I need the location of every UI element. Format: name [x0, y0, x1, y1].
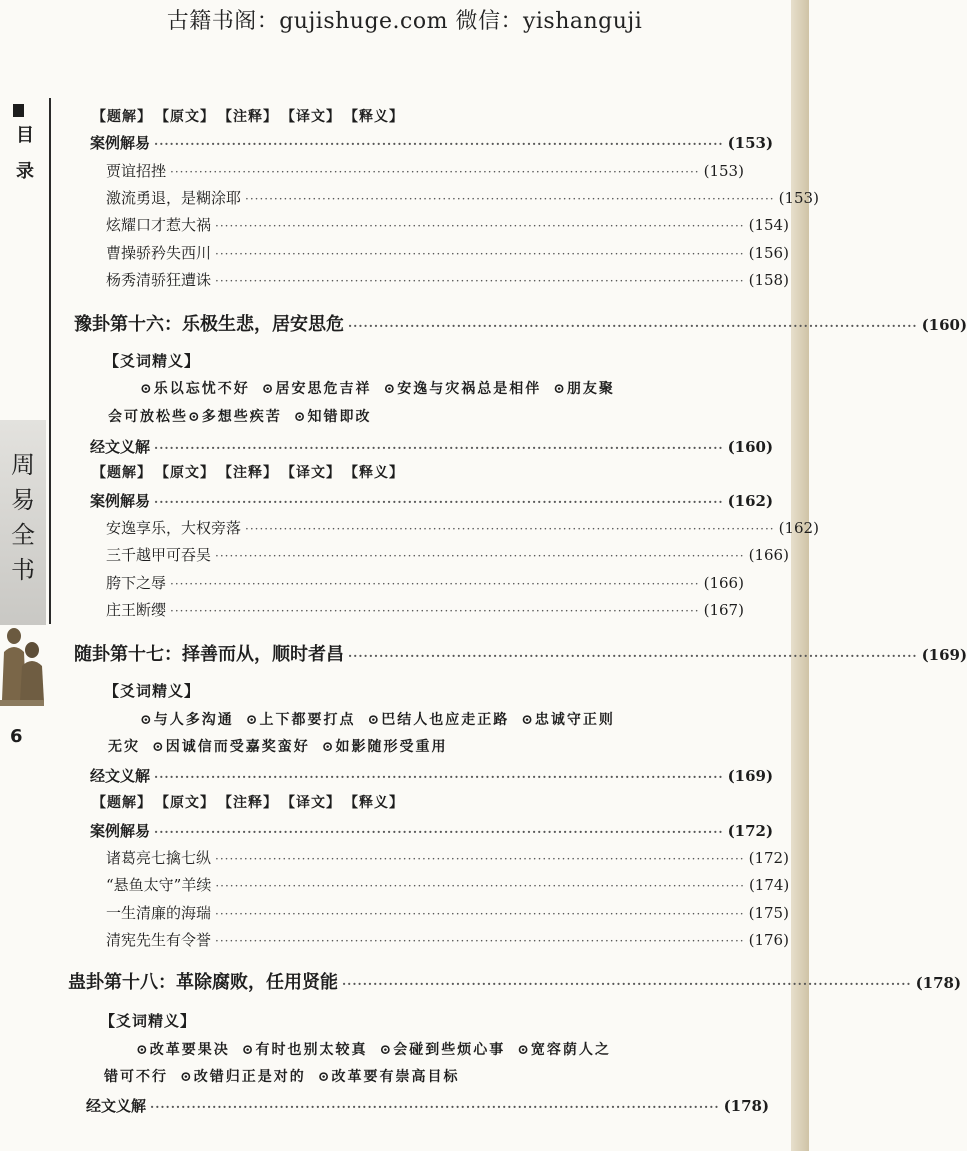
toc-entry-case[interactable]: 清宪先生有令誉 ·············································································································· (176) [106, 931, 789, 949]
yaoci-line: ⊙乐以忘忧不好 ⊙居安思危吉祥 ⊙安逸与灾祸总是相伴 ⊙朋友聚 [140, 381, 615, 397]
book-title-char-3: 全 [11, 521, 35, 549]
yaoci-line: ⊙与人多沟通 ⊙上下都要打点 ⊙巴结人也应走正路 ⊙忠诚守正则 [140, 712, 615, 728]
section-tags: 【题解】 【原文】 【注释】 【译文】 【释义】 [92, 465, 404, 481]
toc-entry-case[interactable]: 贾谊招挫 ·············································································································· (153) [106, 162, 744, 180]
tag-yiwen: 【译文】 [288, 109, 341, 125]
yaoci-line: ⊙改革要果决 ⊙有时也别太较真 ⊙会碰到些烦心事 ⊙宽容荫人之 [136, 1042, 611, 1058]
toc-entry-case[interactable]: 安逸享乐，大权旁落 ·············································································································· (162) [106, 519, 819, 537]
yaoci-heading: 【爻词精义】 [104, 352, 201, 370]
book-title-char-4: 书 [11, 556, 35, 584]
section-tags [92, 106, 414, 126]
yaoci-line: 会可放松些⊙多想些疾苦 ⊙知错即改 [108, 409, 372, 425]
toc-entry-jingwen[interactable]: 经文义解 ·············································································································· (178) [86, 1097, 770, 1115]
site-header: 古籍书阁：gujishuge.com 微信：yishanguji [166, 9, 643, 34]
yaoci-heading: 【爻词精义】 [100, 1012, 197, 1030]
yaoci-line: 错可不行 ⊙改错归正是对的 ⊙改革要有崇高目标 [104, 1069, 460, 1085]
section-tags: 【题解】 【原文】 【注释】 【译文】 【释义】 [92, 795, 404, 811]
sidebar-divider [49, 98, 51, 624]
book-title-char-2: 易 [11, 486, 35, 514]
book-title [2, 448, 44, 588]
book-title-char-1: 周 [11, 451, 35, 479]
toc-chapter-title[interactable]: 豫卦第十六：乐极生悲，居安思危 ·············································································································· (160) [74, 314, 967, 335]
toc-entry-case[interactable]: 炫耀口才惹大祸 ·············································································································· (154) [106, 216, 789, 234]
toc-entry-case[interactable]: 胯下之辱 ·············································································································· (166) [106, 574, 744, 592]
toc-entry-case[interactable]: 杨秀清骄狂遭诛 ·············································································································· (158) [106, 271, 789, 289]
tag-zhushi: 【注释】 [225, 109, 278, 125]
toc-entry-case[interactable]: 诸葛亮七擒七纵 ·············································································································· (172) [106, 849, 789, 867]
tag-shiyi: 【释义】 [351, 109, 404, 125]
toc-entry-jingwen[interactable]: 经文义解 ·············································································································· (169) [90, 767, 774, 785]
toc-entry-jingwen[interactable]: 经文义解 ·············································································································· (160) [90, 438, 774, 456]
toc-entry-case[interactable]: 曹操骄矜失西川 ·············································································································· (156) [106, 244, 789, 262]
toc-chapter-title[interactable]: 随卦第十七：择善而从，顺时者昌 ·············································································································· (169) [74, 644, 967, 665]
yaoci-line: 无灾 ⊙因诚信而受嘉奖蛮好 ⊙如影随形受重用 [108, 739, 448, 755]
tag-tijie: 【题解】 [92, 109, 152, 125]
toc-label-char-2: 录 [16, 161, 34, 182]
toc-label [12, 118, 38, 190]
page-number: 6 [10, 726, 23, 747]
yaoci-heading: 【爻词精义】 [104, 682, 201, 700]
toc-entry-case[interactable]: 一生清廉的海瑞 ·············································································································· (175) [106, 904, 789, 922]
toc-entry-case[interactable]: “悬鱼太守”羊续 ·············································································································· (174) [106, 876, 790, 894]
toc-entry-case[interactable]: 激流勇退，是糊涂耶 ·············································································································· (153) [106, 189, 819, 207]
toc-chapter-title[interactable]: 蛊卦第十八：革除腐败，任用贤能 ·············································································································· (178) [68, 972, 962, 993]
toc-entry-case[interactable]: 庄王断缨 ·············································································································· (167) [106, 601, 744, 619]
toc-entry-case-section[interactable]: 案例解易 ·············································································································· (153) [90, 134, 774, 152]
toc-entry-case[interactable]: 三千越甲可吞吴 ·············································································································· (166) [106, 546, 789, 564]
toc-label-char-1: 目 [16, 125, 34, 146]
figurines-illustration-icon [0, 622, 44, 708]
toc-entry-case-section[interactable]: 案例解易 ·············································································································· (162) [90, 492, 774, 510]
toc-entry-case-section[interactable]: 案例解易 ·············································································································· (172) [90, 822, 774, 840]
toc-square-icon [13, 104, 24, 117]
tag-yuanwen: 【原文】 [162, 109, 215, 125]
